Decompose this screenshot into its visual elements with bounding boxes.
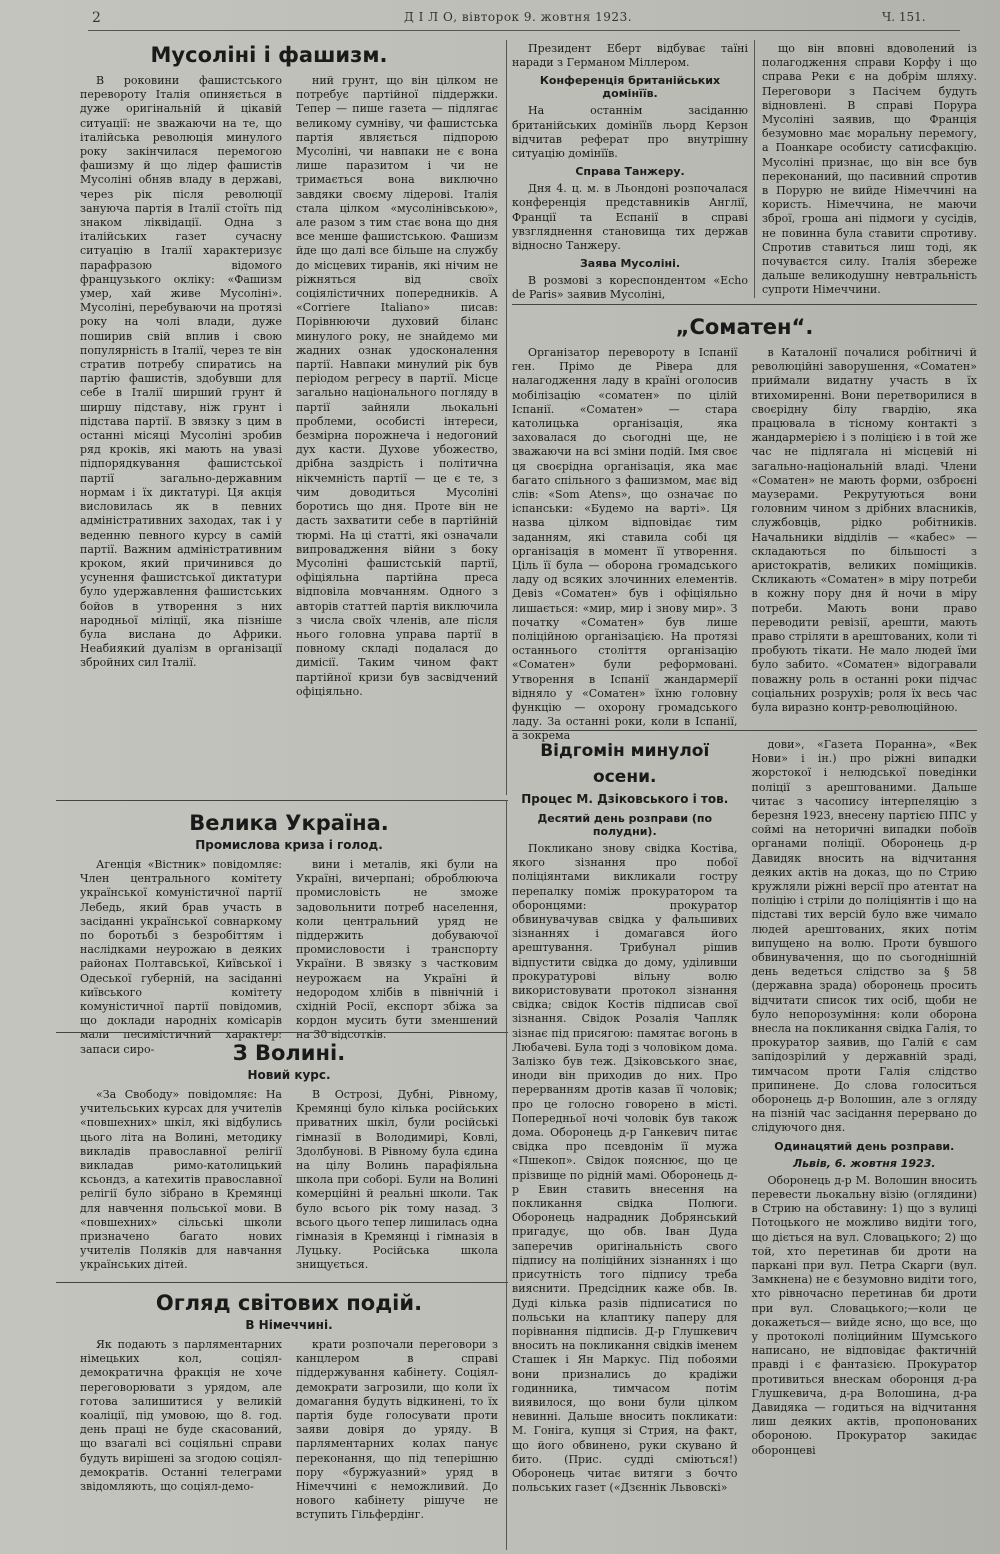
headline-mussolini: Мусоліні і фашизм. [150,43,388,67]
ukraine-col1: Агенція «Вістник» повідомляє: Член центрального комітету української комуністичної партії Лебедь, який брав участь в засіданні української совнаркому по боротьбі з безробіттям і наслідками неурожаю в деяких районах Полтавської, Київської і Одеської губерній, на засіданні київського комітету комуністичної партії повідомив, що доклади народніх комісарів мали песимістичний характер: запаси сиро- [80,858,282,1056]
article-mussolini [80,42,498,792]
headline-volyn: З Волині. [232,1041,346,1065]
column-divider [754,40,755,298]
trial-day10: Десятий день розправи (по полудни). [537,812,713,838]
somaten-col2: в Каталонії почалися робітничі й революційні заворушення, «Соматен» приймали видатну участь в їх втихомиренні. Вони перетворилися в своєрідну білу гвардію, яка працювала в тісному контакті з жандармерією і з поліцією і в той же час не підлягала ні місцевій ні загально-національній владі. Члени «Соматен» не мають форми, озброєні маузерами. Рекрутуються вони головним чином з дрібних власників, службовців, рідко робітників. Начальники відділів — «кабес» — складаються по більшості з аристократів, великих поміщиків. Скликають «Соматен» в міру потреби в кожну пору дня й ночи в міру потреби. Мають вони право переводити ревізії, арешти, мають право стріляти в арештованих, коли ті пробують тікати. Не мало людей їми було забито. «Соматен» відогравали поважну роль в останні роки підчас соціальних розрухів; роля їх весь час була виразно контр-революційною. [751,346,977,715]
column-divider [506,800,507,1550]
article-news-briefs [512,42,748,302]
page-number: 2 [92,10,101,26]
section-rule [56,1282,508,1283]
headline-world: Огляд світових подій. [155,1291,423,1315]
trial-col1: Покликано знову свідка Костіва, якого зізнання про побої поліціянтами викликали гостру перепалку поміж прокуратором та оборонцями: прокуратор обвинувачував свідка у фальшивих зізнаннях і домагався його арештування. Трибунал рішив відпустити свідка до дому, уділивши прокуратурові вільну волю використовувати протокол зізнання свідка; свідок Костів підписав свої зізнання. Свідок Розалія Чапляк зізнає під присягою: памятає вогонь в Любачеві. Була тоді з чоловіком дома. Залізко був теж. Дзіковського знає, иноди він приходив до них. Про перерванням дротів казав її чоловік; про це голосно говорено в місті. Попередньої ночі чоловік був також дома. Оборонець д-р Ганкевич питає свідка про псевдонім її мужа «Пшекоп». Свідок пояснює, що це прізвище по рідній мамі. Оборонець д-р Евин ставить внесення на покликання свідка Полюги. Оборонець надрадник Добрянський пригадує, що обв. Іван Дуда заперечив оригінальність свого підпису на поліційних зізнаннях і що присутність того підпису треба вияснити. Предсідник каже обв. Ів. Дуді кілька разів підписатися по польськи на клаптику паперу для порівнання підписів. Д-р Глушкевич вносить на покликання свідків іменем Сташек і Ян Маркус. Під побоями вони признались до крадіжи годинника, тимчасом потім виявилося, що вони були цілком невинні. Дальше вносить покликати: М. Гоніга, купця зі Стрия, на факт, що його обвинено, руки скувано й бито. (Прис. судді сміються!) Оборонець читає витяги з бочто польських газет («Дзєннік Львовскі» [512,842,738,1495]
headline-trial: Відгомін минулої осени. [540,741,710,787]
subhead-volyn: Новий курс. [247,1068,331,1082]
article-somaten [512,314,977,743]
mussolini-col1: В роковини фашистського перевороту Італія опиняється в дуже оригінальній й цікавій ситуації: не зважаючи на те, що італійська революція минулого року закінчилася перемогою фашизму й що лідер фашистів Мусоліні обняв владу в державі, через рік після революції зануюча партія в Італії стоїть під знаком ліквідації. Одна з італійських газет сучасну ситуацію в Італії характеризує парафразою відомого французького окліку: «Фашизм умер, хай живе Мусоліні». Мусоліні, перебуваючи на протязі року на чолі влади, дуже поширив свій вплив і свою популярність в Італії, через те він стратив потребу спиратись на партію фашистів, здобувши для себе в Італії ширший грунт й ширшу підставу, ніж грунт і підстава партії. В звязку з цим в останні місяці Мусоліні зробив ряд кроків, які мають на увазі підпорядкування фашистської партії загально-державним нормам і їх диктатурі. Ця акція висловилась як в певних адміністративних заходах, так і у веденню певного курсу в самій партії. Важним адміністративним кроком, який причинився до усунення фашистської диктатури було удержавлення фашистських бойов в утворення з них народньої міліції, яка пізніше була вислана до Африки. Неабиякий дуалізм в організації збройних сил Італії. [80,74,282,670]
pasich-text: що він вповні вдоволений із полагодження справи Корфу і що справа Реки є на добрім шляху. Переговори з Пасічем будуть відновлені. В справі Порура Мусоліні заявив, що Франція безумовно має моральну перемогу, а Поанкаре особисту сатисфакцію. Мусоліні признає, що він все був переконаний, що пасивний спротив в Порурю не вийде Німеччині на користь. Німеччина, не маючи зброї, гроша ані підмоги у сусідів, не повинна була ставити спротиву. Спротив ставиться лиш тоді, як почуваєтся силу. Італія збереже дальше великодушну невтральність супроти Німеччини. [762,42,977,297]
sub-dominions: Конференція британійських домінїїв. [539,74,721,101]
mussolini-statement-text: В розмові з кореспондентом «Echo de Paris» заявив Мусоліні, [512,274,748,302]
article-pasich [762,42,977,297]
page-header [0,6,1000,36]
world-col1: Як подають з парляментарних німецьких кол, соціял-демократична фракція не хоче переговорювати з урядом, але готова залишитися у великій коаліції, під умовою, що 8. год. день праці не буде скасований, що взагалі всі соціяльні справи будуть вирішені за згодою соціял-демократів. Останні телеграми звідомляють, що соціял-демо- [80,1338,282,1494]
section-rule [56,800,508,801]
ebert-text: Президент Еберт відбуває таїні наради з Германом Міллером. [512,42,748,70]
article-trial [512,738,977,1552]
trial-day11: Одинацятий день розправи. [774,1139,955,1153]
volyn-col2: В Острозі, Дубні, Рівному, Кремянці було кілька російських приватних шкіл, були російські гімназії в Володимирі, Ковлі, Здолбунові. В Рівному була єдина на цілу Волинь парафіяльна школа при соборі. Були на Волині комерційні й реальні школи. Так було всього рік тому назад. З всього цього тепер лишилась одна гімназія в Кремянці і гімназія в Луцьку. Російська школа знищується. [296,1088,498,1272]
article-volyn [80,1040,498,1275]
subhead-ukraine: Промислова криза і голод. [195,838,383,852]
section-rule [512,730,977,731]
masthead-date: Д І Л О, вівторок 9. жовтня 1923. [404,10,633,24]
volyn-col1: «За Свободу» повідомляє: На учительських курсах для учителів «повшехних» шкіл, які відбулись цього літа на Волині, методику викладів православної релігії викладав римо-католицький ксьондз, а катехитів православної релігії було зібрано в Кремянці для навчення польської мови. В «повшехних» сільські школи призначено багато нових учителів Поляків для навчання українських дітей. [80,1088,282,1272]
tangier-text: Дня 4. ц. м. в Льондоні розпочалася конференція представників Англії, Франції та Еспанії в справі увзгляднення становища тих держав відносно Танжеру. [512,182,748,253]
subhead-germany: В Німеччині. [245,1318,333,1332]
section-rule [512,304,977,305]
column-divider [506,40,507,795]
sub-mussolini-statement: Заява Мусоліні. [579,257,681,271]
dominions-text: На останнім засіданню британійських домінїїв льорд Керзон відчитав реферат про внутрішну ситуацію домінїїв. [512,104,748,161]
section-rule [56,1032,508,1033]
trial-col2: дови», «Газета Поранна», «Век Нови» і ін.) про ріжні випадки жорстокої і нелюдської поведінки поліції з арештованими. Дальше читає з часопису інтерпеляцію з березня 1923, внесену партією ППС у соймі на неторичні випадки побоїв органами поліції. Оборонець д-р Давидяк вносить на відчитання деяких актів на доказ, що по Стрию кружляли ріжні версії про атентат на поліцію і стріли до поліціянтів і що на підставі тих версій було вже чимало людей арештованих, яких потім випущено на волю. Проти бувшого обвинувачення, що по сьогоднішній день ведеться слідство за § 58 (державна зрада) оборонець просить відчитати список тих осіб, щоби не було непорозуміння: коли оборона внесла на покликання свідка Галія, то прокуратор заявив, що Галій є сам запідозрілий у державній зраді, тимчасом проти Галія слідство припинене. До слова голоситься оборонець д-р Волошин, але з огляду на пізній час засідання перервано до слідуючого дня. [751,738,977,1135]
header-rule [88,30,960,31]
issue-number: Ч. 151. [882,10,926,24]
world-col2: крати розпочали переговори з канцлером в справі піддержування кабінету. Соціял-демократи загрозили, що коли їх домагання будуть відкинені, то їх партія буде голосувати проти заяви довіря до уряду. В парляментарних колах панує переконання, що під теперішню пору «буржуазний» уряд в Німеччині є неможливий. До нового кабінету рішуче не вступить Гільфердінг. [296,1338,498,1522]
mussolini-col2: ний грунт, що він цілком не потребує партійної піддержки. Тепер — пише газета — підлягає великому сумніву, чи фашистська партія являється підпорою Мусоліні, чи навпаки не є вона лише паразитом і чи не тримається вона виключно завдяки своєму лідерові. Італія стала цілком «мусолінівською», але разом з тим стає вона що дня все менше фашистською. Фашизм йде що далі все більше на службу до місцевих тиранів, які нічим не ріжняться від своїх соціялістичних попередників. А «Corriere Italiano» писав: Порівнюючи духовий біланс минулого року, не знайдемо ми жадних ознак удосконалення партії. Навпаки минулий рік був періодом регресу в партії. Місце загально національного погляду в партії зайняли льокальні проблеми, особисті інтереси, безмірна порожнеча і недогоний дух касти. Духове убожество, дрібна заздрість і політична нікчемність партії — це є те, з чим доводиться Мусоліні боротись що дня. Проте він не дасть захватити себе в партійній тюрмі. На ці статті, які означали випровадження війни з боку Мусоліні фашистській партії, офіціяльна партійна преса відповіла мовчанням. Одного з авторів статтей партія виключила з числа своїх членів, але після нього головна управа партії в повному складі подалася до димісії. Таким чином факт партійної кризи був засвідчений офіціяльно. [296,74,498,698]
headline-ukraine: Велика Україна. [189,811,389,835]
subhead-trial: Процес М. Дзіковського і тов. [521,792,729,806]
trial-dateline: Львів, 6. жовтня 1923. [792,1156,936,1170]
article-world [80,1290,498,1552]
somaten-col1: Організатор перевороту в Іспанії ген. Прімо де Рівера для налагодження ладу в країні оголосив мобілізацію «соматен» по цілій Іспанії. «Соматен» — стара католицька організація, яка заховалася до сьогодні ще, не зважаючи на всі зміни подій. Імя своє ця своєрідна організація, яка має багато спільного з фашизмом, має від слів: «Som Atens», що означає по іспанськи: «Будемо на варті». Ця назва цілком відповідає тим заданням, які ставила собі ця організація в момент її утворення. Ціль її була — оборона громадського ладу од всяких злочинних елементів. Девіз «Соматен» був і офіціяльно лишається: «мир, мир і знову мир». З початку «Соматен» був лише поліційною організацією. На протязі останнього століття організацію «Соматен» були реформовані. Утворення в Іспанії жандармерії відняло у «Соматен» їхню головну функцію — охорону громадського ладу. За останні роки, коли в Іспанії, а зокрема [512,346,738,743]
sub-tangier: Справа Танжеру. [575,165,685,179]
ukraine-col2: вини і металів, які були на Україні, вичерпані; оброблююча промисловість не зможе задовольнити потреб населення, коли центральний уряд не піддержить добуваючої промисловости і транспорту України. В звязку з частковим неурожаєм на Україні й недородом хлібів в північній і східній Росії, експорт збіжа за кордон мусить бути зменшений на 30 відсотків. [296,858,498,1042]
trial-col2b: Оборонець д-р М. Волошин вносить перевести льокальну візію (оглядини) в Стрию на обставину: 1) що з вулиці Потоцького не можливо видіти того, що діється на вул. Словацького; 2) що той, хто перетинав би дроти на паркані при вул. Петра Скарги (вул. Замкнена) не є безумовно видіти того, хто рівночасно перетинав би дроти при вул. Словацького;—коли це докажеться— вийде ясно, що все, що у протоколі поліцийним Шумського написано, не відповідає фактичній правді і є фантазією. Прокуратор противиться внескам оборонця д-ра Глушкевича, д-ра Волошина, д-ра Давидяка — годиться на відчитання лиш деяких актів, пропонованих обороною. Прокуратор закидає оборонцеві [751,1173,977,1457]
headline-somaten: „Соматен“. [675,315,814,339]
